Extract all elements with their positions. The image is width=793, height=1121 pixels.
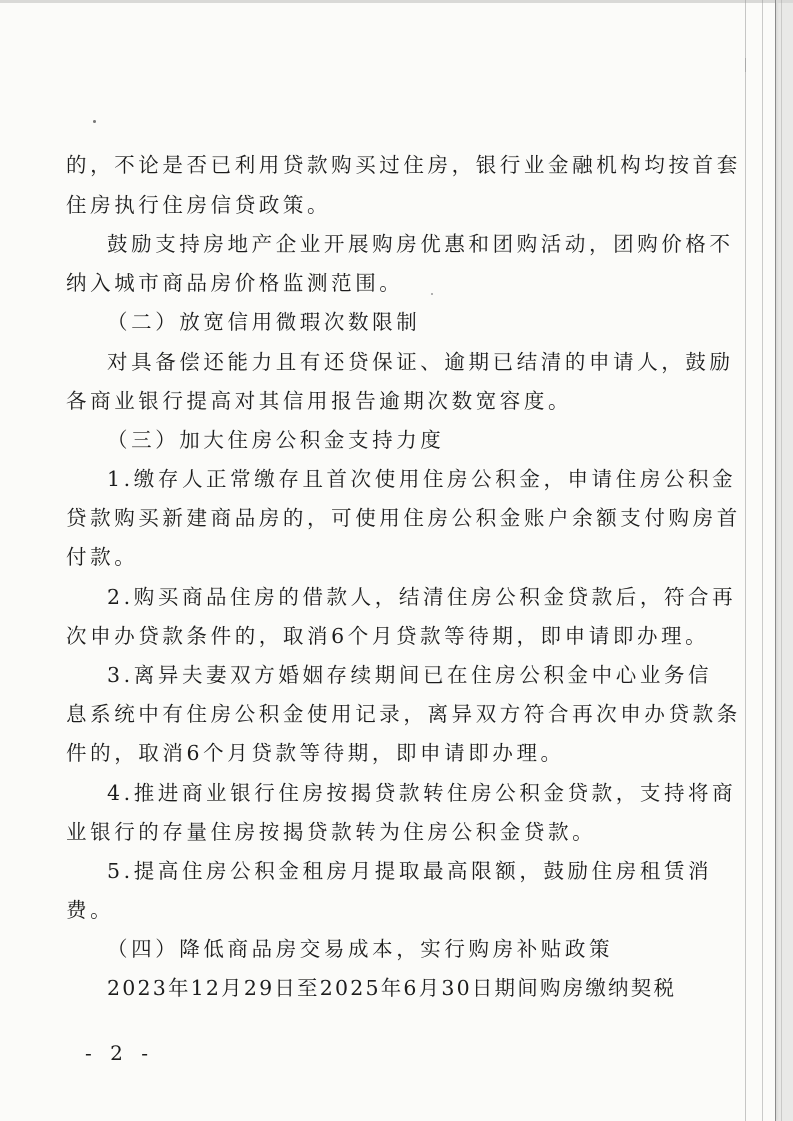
scan-mark <box>745 58 746 72</box>
scan-top-band <box>0 0 793 3</box>
scan-edge-line <box>762 0 763 1121</box>
text-line: 件的，取消6个月贷款等待期，即申请即办理。 <box>66 741 565 765</box>
section-heading: （三）加大住房公积金支持力度 <box>107 428 445 452</box>
section-heading: （四）降低商品房交易成本，实行购房补贴政策 <box>107 937 614 961</box>
text-line: 付款。 <box>66 545 139 569</box>
text-line: 2.购买商品住房的借款人，结清住房公积金贷款后，符合再 <box>107 585 737 609</box>
text-line: 3.离异夫妻双方婚姻存续期间已在住房公积金中心业务信 <box>107 663 713 687</box>
text-line: 住房执行住房信贷政策。 <box>66 193 332 217</box>
scan-edge-line <box>745 0 746 1121</box>
text-line: 对具备偿还能力且有还贷保证、逾期已结清的申请人，鼓励 <box>107 350 734 374</box>
text-line: 5.提高住房公积金租房月提取最高限额，鼓励住房租赁消 <box>107 859 713 883</box>
text-line: 贷款购买新建商品房的，可使用住房公积金账户余额支付购房首 <box>66 506 741 530</box>
text-line: 费。 <box>66 898 115 922</box>
text-line: 息系统中有住房公积金使用记录，离异双方符合再次申办贷款条 <box>66 702 741 726</box>
text-line: 各商业银行提高对其信用报告逾期次数宽容度。 <box>66 389 573 413</box>
text-line: 次申办贷款条件的，取消6个月贷款等待期，即申请即办理。 <box>66 624 710 648</box>
text-line: 4.推进商业银行住房按揭贷款转住房公积金贷款，支持将商 <box>107 781 737 805</box>
scan-edge-line <box>781 0 782 1121</box>
section-heading: （二）放宽信用微瑕次数限制 <box>107 310 421 334</box>
scan-speck <box>93 120 96 123</box>
text-line: 的，不论是否已利用贷款购买过住房，银行业金融机构均按首套 <box>66 153 741 177</box>
text-line: 业银行的存量住房按揭贷款转为住房公积金贷款。 <box>66 820 597 844</box>
page-edge <box>775 0 776 1121</box>
text-line: 纳入城市商品房价格监测范围。 <box>66 271 404 295</box>
text-line: 2023年12月29日至2025年6月30日期间购房缴纳契税 <box>107 976 677 1000</box>
scan-speck <box>431 293 433 295</box>
page-number: - 2 - <box>85 1041 154 1065</box>
text-line: 鼓励支持房地产企业开展购房优惠和团购活动，团购价格不 <box>107 232 734 256</box>
text-line: 1.缴存人正常缴存且首次使用住房公积金，申请住房公积金 <box>107 467 737 491</box>
